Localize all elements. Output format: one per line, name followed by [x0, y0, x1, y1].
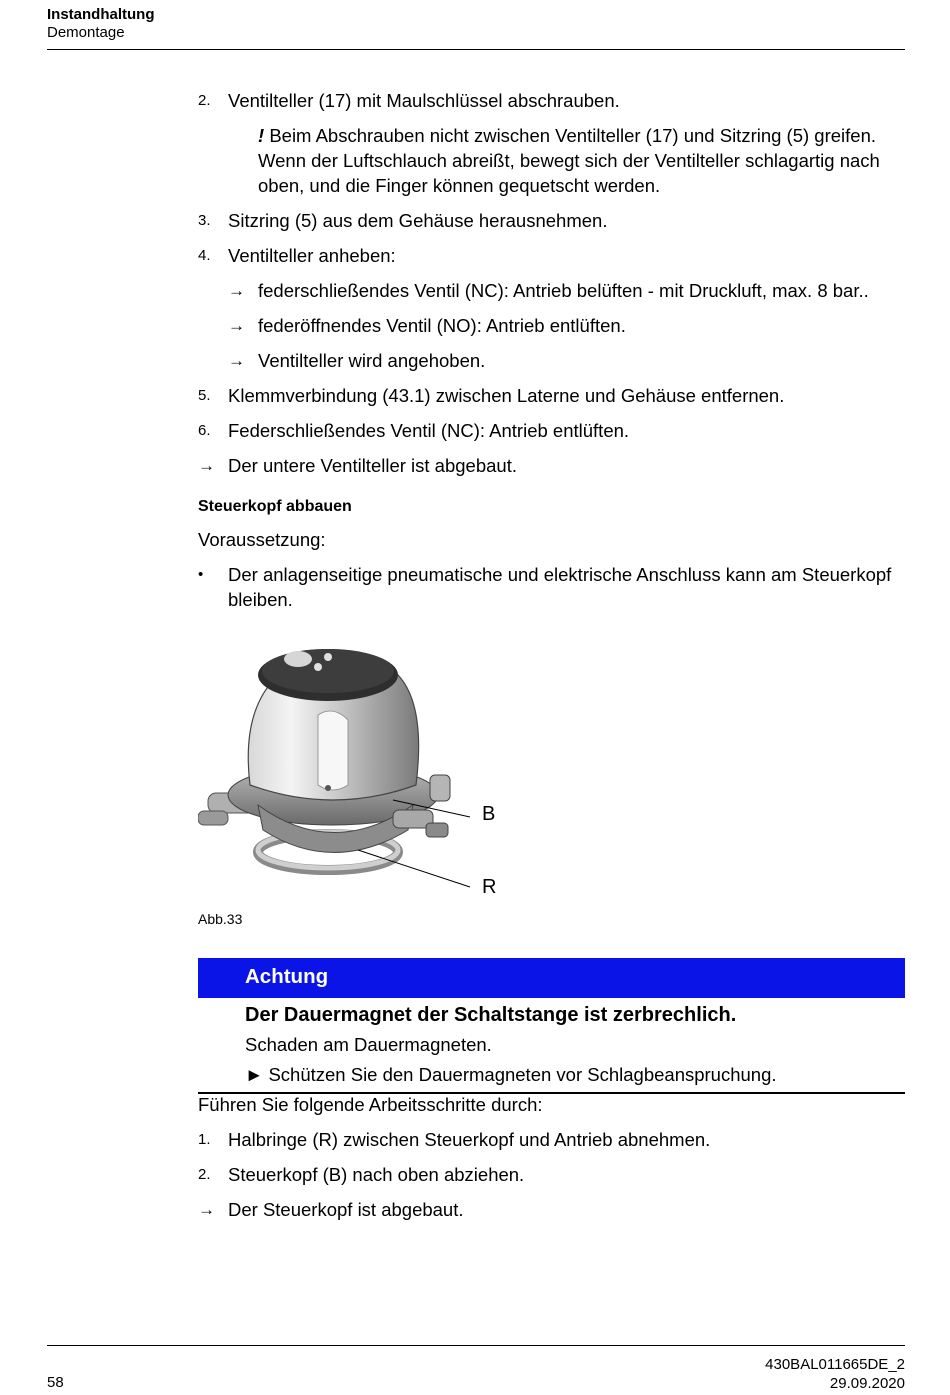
substep-2: [198, 313, 906, 338]
chapter-title: Instandhaltung: [47, 6, 155, 23]
step-3: [198, 208, 906, 233]
warning-mark: !: [258, 125, 265, 146]
document-info: [765, 1355, 905, 1393]
step-number: 2.: [198, 92, 211, 109]
step-text: Ventilteller (17) mit Maulschlüssel abschrauben.: [228, 90, 620, 111]
removal-steps: [198, 1092, 906, 1232]
arrow-icon: →: [228, 316, 245, 335]
caution-box: [198, 958, 905, 1094]
result-a: [198, 453, 906, 478]
step-5: [198, 383, 906, 408]
step-number: 3.: [198, 212, 211, 229]
section-heading: Steuerkopf abbauen: [198, 498, 352, 515]
step-number: 6.: [198, 422, 211, 439]
caution-consequence: Schaden am Dauermagneten.: [245, 1034, 492, 1055]
substep-text: federschließendes Ventil (NC): Antrieb belüften - mit Druckluft, max. 8 bar..: [258, 280, 869, 301]
substep-text: Ventilteller wird angehoben.: [258, 350, 486, 371]
step-text: Halbringe (R) zwischen Steuerkopf und Antrieb abnehmen.: [228, 1129, 711, 1150]
arrow-icon: →: [228, 351, 245, 370]
steps-intro: Führen Sie folgende Arbeitsschritte durch:: [198, 1094, 543, 1115]
result-b: [198, 1197, 906, 1222]
step-text: Ventilteller anheben:: [228, 245, 396, 266]
step-text: Federschließendes Ventil (NC): Antrieb entlüften.: [228, 420, 630, 441]
figure-caption: Abb.33: [198, 911, 243, 927]
arrow-icon: →: [228, 281, 245, 300]
step-number: 5.: [198, 387, 211, 404]
warning-note: [198, 123, 906, 198]
main-content: [198, 88, 906, 622]
control-head-figure: [198, 645, 518, 905]
page-number: 58: [47, 1374, 64, 1391]
footer-divider: [47, 1345, 905, 1346]
step-2: [198, 88, 906, 113]
arrow-icon: →: [198, 1200, 215, 1219]
section-subtitle: Demontage: [47, 24, 125, 41]
step-number: 2.: [198, 1166, 211, 1183]
label-b: B: [482, 803, 496, 825]
result-text: Der untere Ventilteller ist abgebaut.: [228, 455, 517, 476]
caution-body: [198, 998, 905, 1090]
control-head-illustration: [198, 645, 518, 905]
caution-title: Achtung: [198, 958, 905, 998]
warning-text: Beim Abschrauben nicht zwischen Ventilteller (17) und Sitzring (5) greifen. Wenn der Luftschlauch abreißt, bewegt sich der Ventilteller schlagartig nach oben, und die Finger können gequetscht werden.: [258, 125, 880, 196]
document-date: 29.09.2020: [829, 1375, 905, 1392]
step-text: Sitzring (5) aus dem Gehäuse herausnehmen.: [228, 210, 608, 231]
step-number: 4.: [198, 247, 211, 264]
caution-action: ► Schützen Sie den Dauermagneten vor Schlagbeanspruchung.: [245, 1064, 777, 1085]
substep-text: federöffnendes Ventil (NO): Antrieb entlüften.: [258, 315, 626, 336]
step-4: [198, 243, 906, 268]
arrow-icon: →: [198, 456, 215, 475]
page-header: [47, 6, 905, 42]
prerequisite-text: Der anlagenseitige pneumatische und elektrische Anschluss kann am Steuerkopf bleiben.: [228, 564, 892, 610]
substep-1: [198, 278, 906, 303]
caution-headline: Der Dauermagnet der Schaltstange ist zerbrechlich.: [245, 1004, 737, 1026]
step-text: Klemmverbindung (43.1) zwischen Laterne und Gehäuse entfernen.: [228, 385, 785, 406]
step-6: [198, 418, 906, 443]
document-id: 430BAL011665DE_2: [765, 1356, 905, 1373]
header-divider: [47, 49, 905, 50]
step-b-2: [198, 1162, 906, 1187]
bullet-icon: •: [198, 566, 204, 583]
prerequisite-label: Voraussetzung:: [198, 529, 326, 550]
prerequisite-item: [198, 562, 906, 612]
step-number: 1.: [198, 1131, 211, 1148]
step-b-1: [198, 1127, 906, 1152]
substep-3: [198, 348, 906, 373]
step-text: Steuerkopf (B) nach oben abziehen.: [228, 1164, 525, 1185]
result-text: Der Steuerkopf ist abgebaut.: [228, 1199, 464, 1220]
label-r: R: [482, 876, 497, 898]
